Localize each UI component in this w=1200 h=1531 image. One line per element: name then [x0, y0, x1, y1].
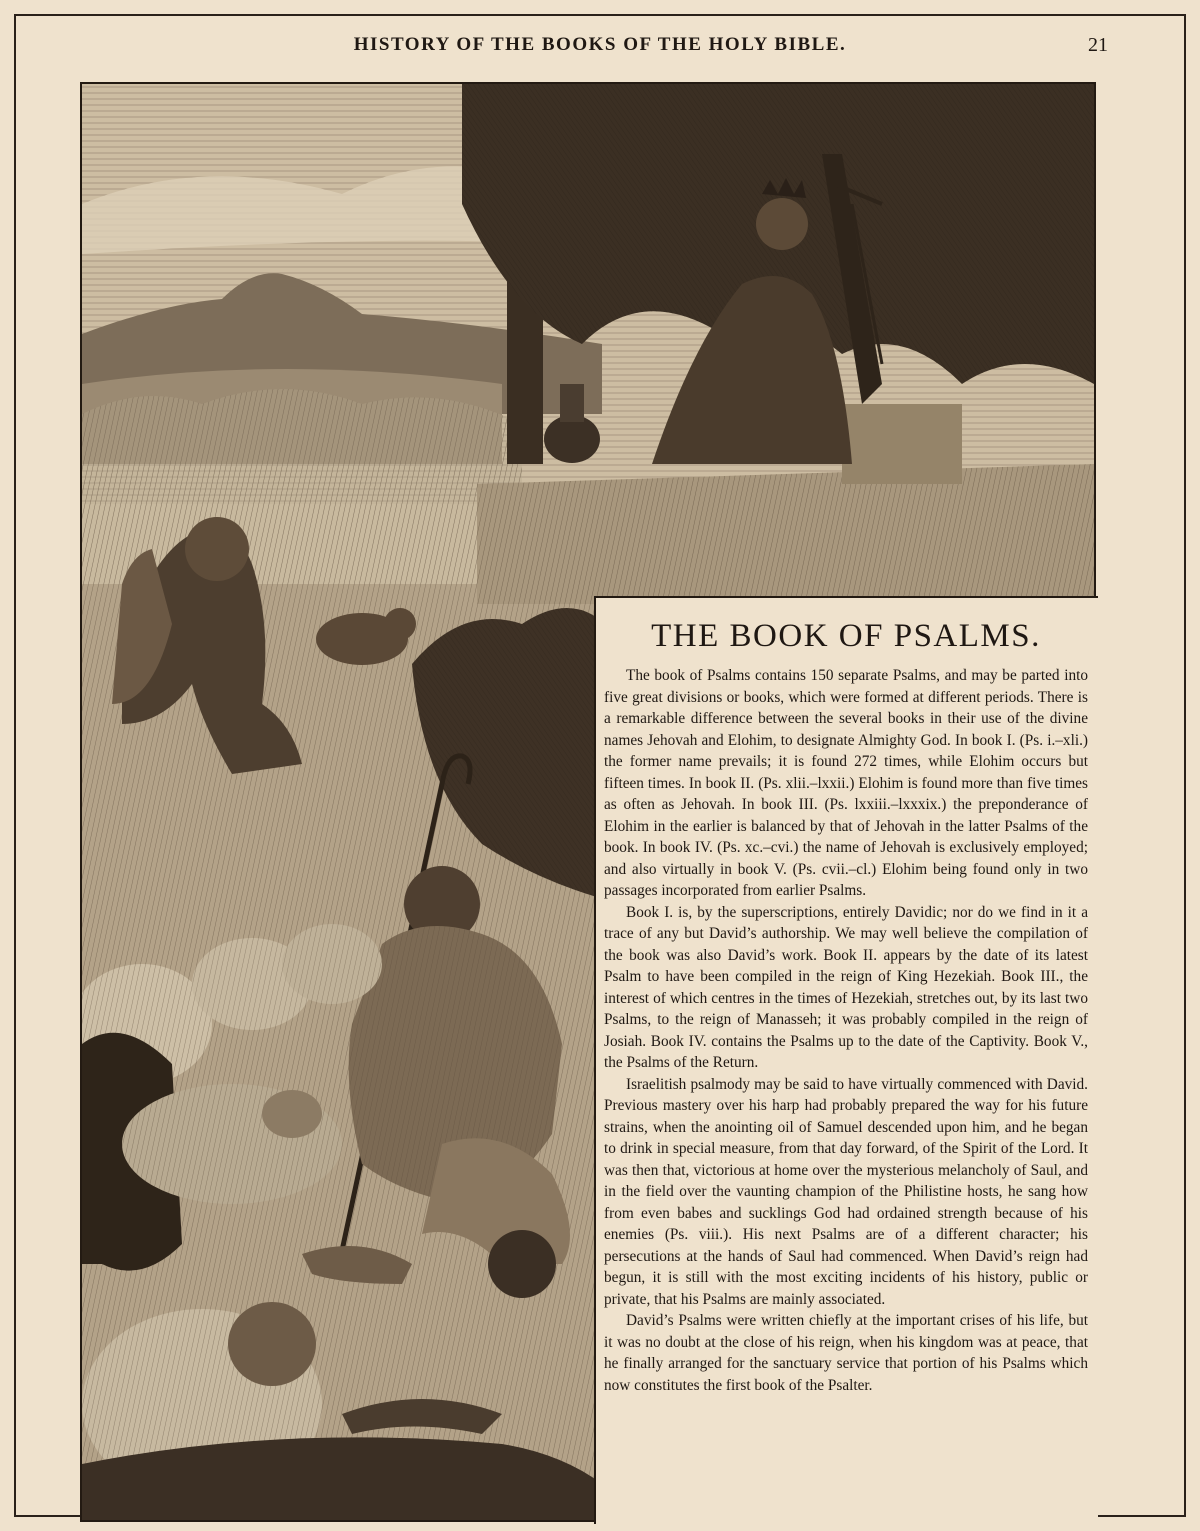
- article-column: [594, 596, 1098, 1524]
- running-title: HISTORY OF THE BOOKS OF THE HOLY BIBLE.: [353, 34, 847, 55]
- article-title: THE BOOK OF PSALMS.: [651, 618, 1041, 654]
- article-paragraph: David’s Psalms were written chiefly at the important crises of his life, but it was no doubt at the close of his reign, when his kingdom was at peace, that he finally arranged for the sanctuary service that portion of his Psalms which now constitutes the first book of the Psalter.: [604, 1312, 1088, 1394]
- article-paragraph: Israelitish psalmody may be said to have virtually commenced with David. Previous mastery over his harp had probably prepared the way for his future strains, when the anointing oil of Samuel descended upon him, and he began to drink in special measure, from that day forward, of the Spirit of the Lord. It was then that, victorious at home over the mysterious melancholy of Saul, and in the field over the vaunting champion of the Philistine hosts, he sang how from even babes and sucklings God had ordained strength because of his enemies (Ps. viii.). His next Psalms are of a different character; his persecutions at the hands of Saul had commenced. When David’s reign had begun, it is still with the most exciting incidents of his history, public or private, that his Psalms are mainly associated.: [604, 1075, 1088, 1308]
- page-number: 21: [1088, 34, 1108, 56]
- running-header: [0, 34, 1200, 64]
- article-paragraph: Book I. is, by the superscriptions, entirely Davidic; nor do we find in it a trace of any but David’s authorship. We may well believe the compilation of the book was also David’s work. Book II. appears by the date of its latest Psalm to have been compiled in the reign of King Hezekiah. Book III., the interest of which centres in the times of Hezekiah, stretches out, by its last two Psalms, to the reign of Manasseh; it was probably compiled in the reign of Josiah. Book IV. contains the Psalms up to the date of the Captivity. Book V., the Psalms of the Return.: [604, 903, 1088, 1071]
- article-paragraph: The book of Psalms contains 150 separate Psalms, and may be parted into five great divisions or books, which were formed at different periods. There is a remarkable difference between the several books in their use of the divine names Jehovah and Elohim, to designate Almighty God. In book I. (Ps. i.–xli.) the former name prevails; it is found 272 times, while Elohim occurs but fifteen times. In book II. (Ps. xlii.–lxxii.) Elohim is found more than five times as often as Jehovah. In book III. (Ps. lxxiii.–lxxxix.) the preponderance of Elohim in the earlier is balanced by that of Jehovah in the latter Psalms of the book. In book IV. (Ps. xc.–cvi.) the name of Jehovah is exclusively employed; and also virtually in book V. (Ps. cvii.–cl.) Elohim being found only in two passages incorporated from earlier Psalms.: [604, 667, 1088, 899]
